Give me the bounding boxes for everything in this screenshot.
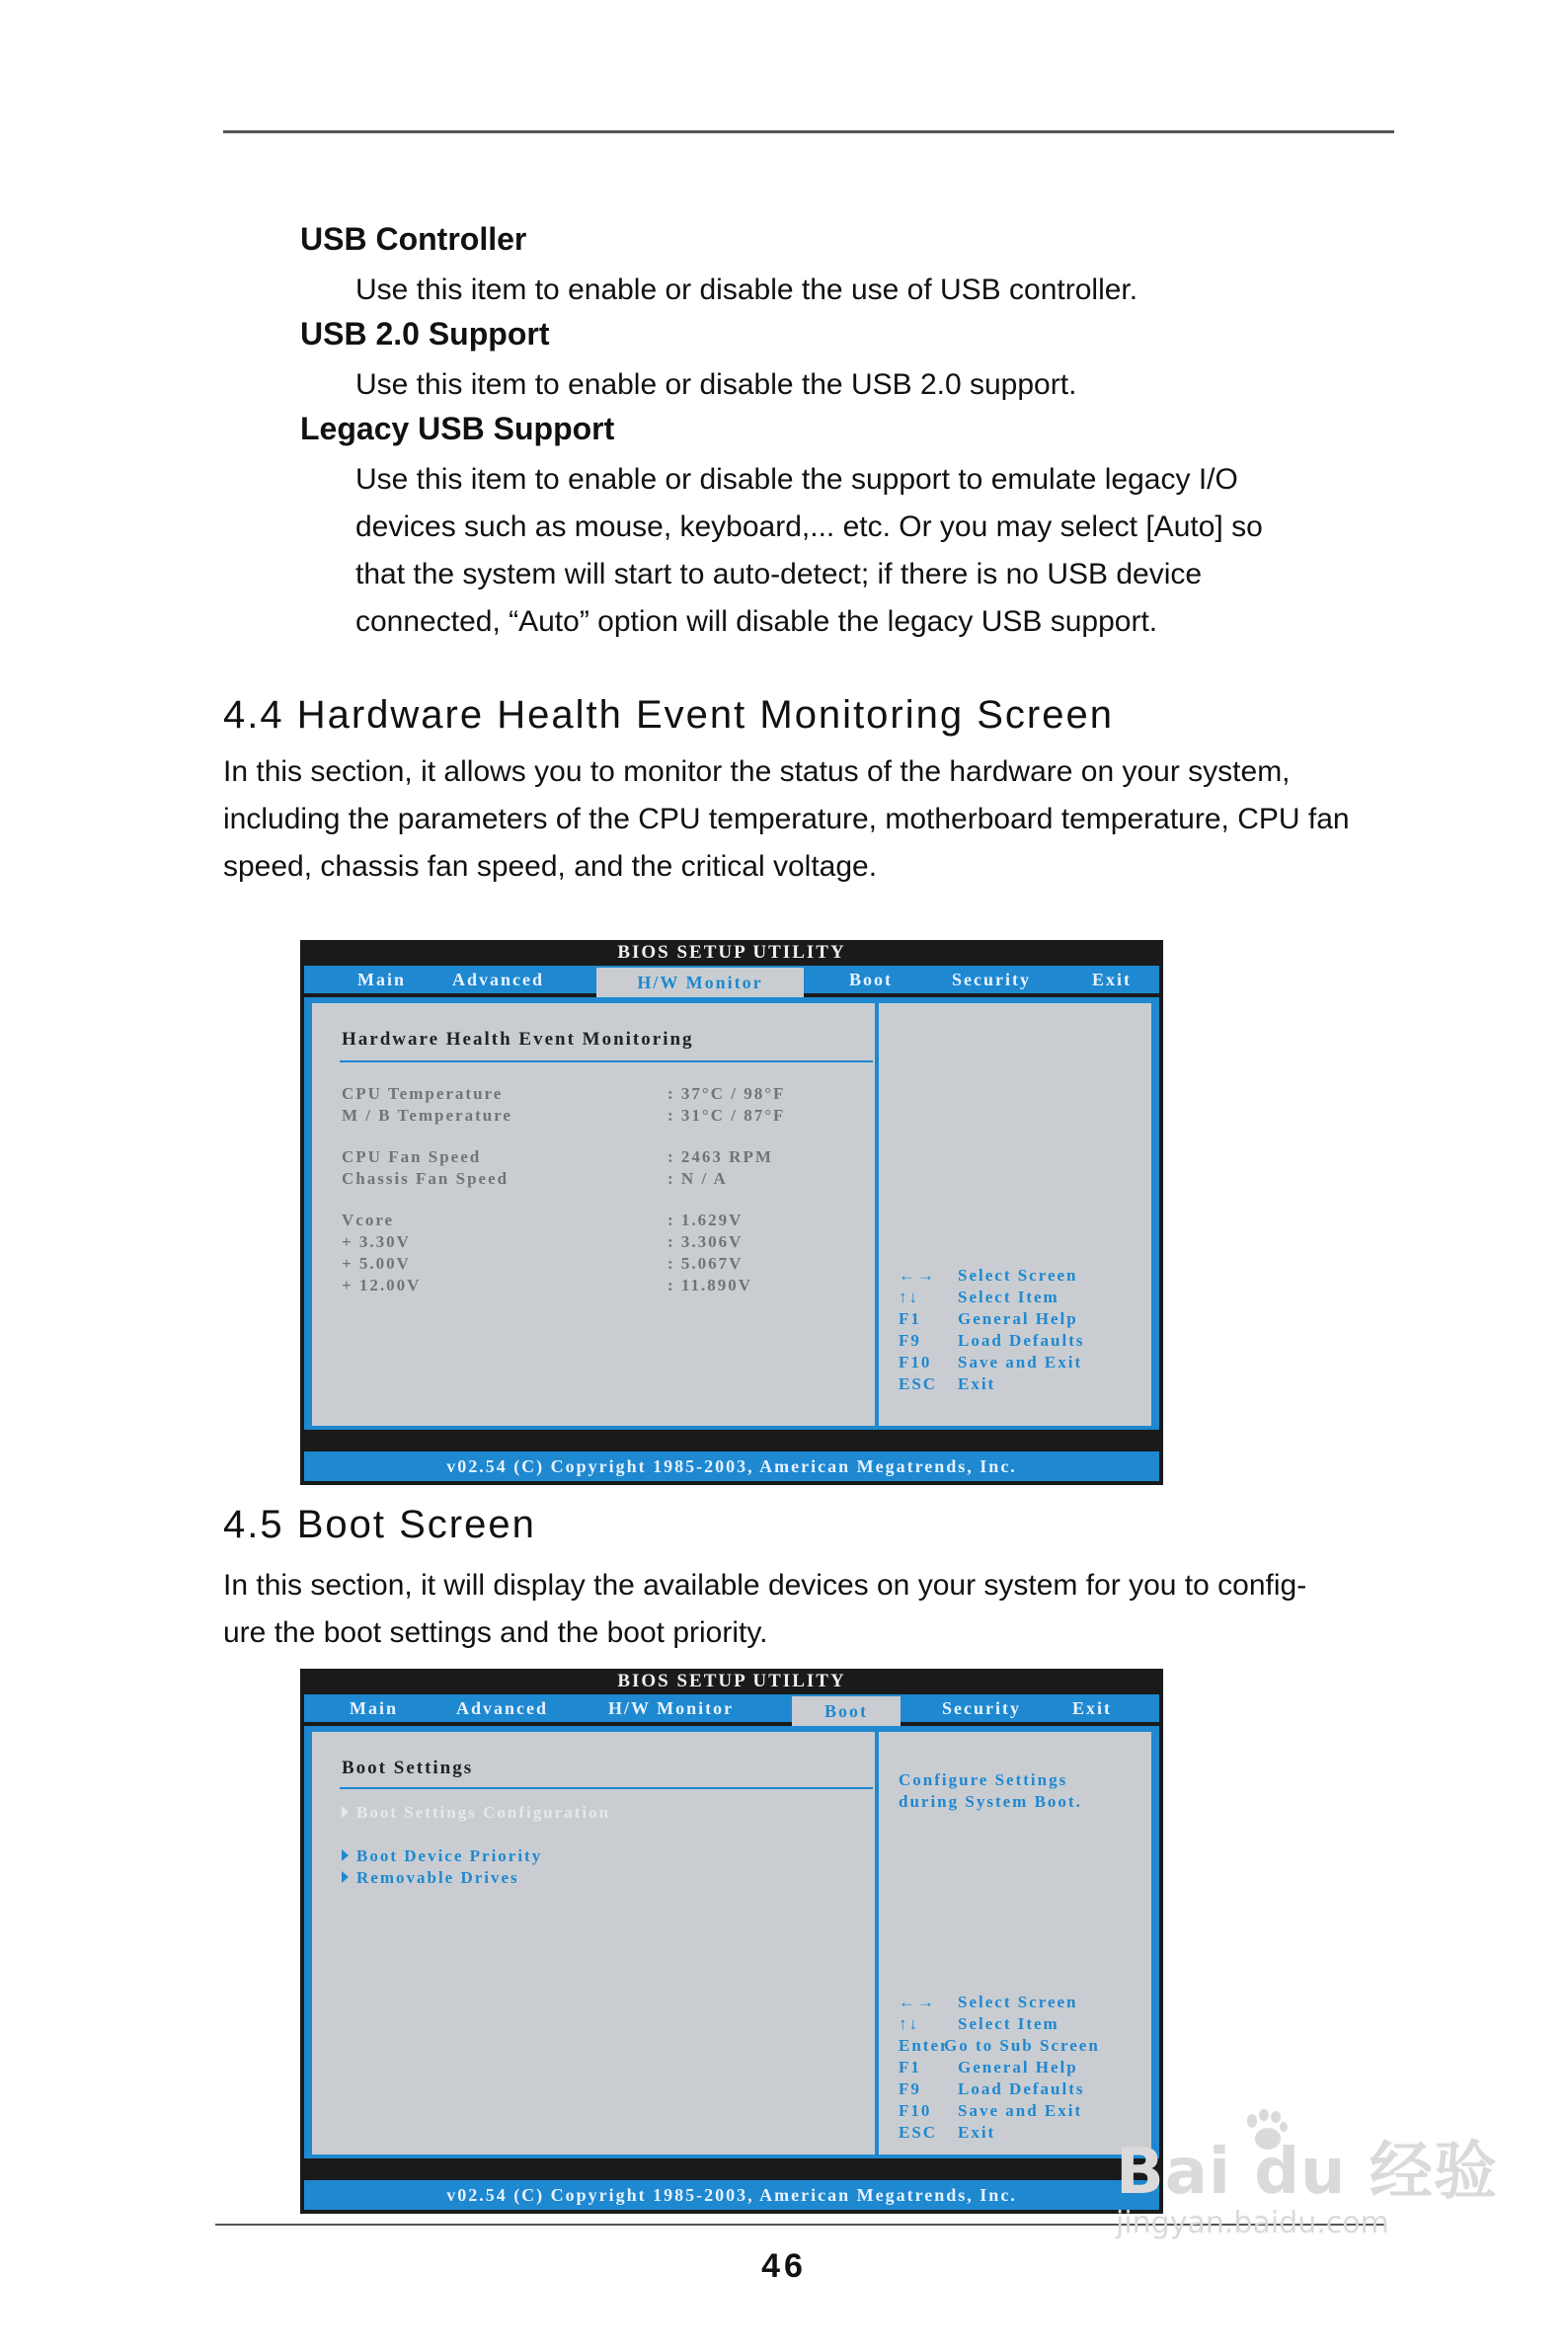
tab-main[interactable]: Main [357,970,407,989]
key-desc: Go to Sub Screen [944,2036,1100,2055]
v1200-label: + 12.00V [342,1276,422,1294]
page-number: 46 [761,2247,807,2285]
watermark-url: jingyan.baidu.com [1116,2206,1389,2240]
section-4-5-paragraph [223,1562,1398,1657]
key-desc: Select Item [958,2014,1059,2033]
key-f9: F9 [899,2079,921,2098]
key-left-right: ←→ [899,1993,936,2011]
section-4-5-heading: 4.5 Boot Screen [223,1503,536,1546]
v330-value: : 3.306V [667,1232,744,1251]
help-line: during System Boot. [899,1792,1082,1811]
tab-exit[interactable]: Exit [1072,1698,1113,1718]
tab-boot[interactable]: Boot [849,970,893,989]
cpu-fan-value: : 2463 RPM [667,1147,773,1166]
menu-label: Boot Settings Configuration [356,1803,611,1822]
menu-removable-drives[interactable] [342,1868,519,1888]
v1200-value: : 11.890V [667,1276,752,1294]
triangle-right-icon [342,1849,349,1861]
key-desc: General Help [958,1309,1078,1328]
paragraph-line: ure the boot settings and the boot priority. [223,1616,768,1649]
section-4-4-heading: 4.4 Hardware Health Event Monitoring Screen [223,693,1114,737]
mb-temp-label: M / B Temperature [342,1106,512,1125]
tab-exit[interactable]: Exit [1092,970,1133,989]
legacy-usb-title: Legacy USB Support [300,411,615,446]
panel-title: Boot Settings [342,1758,474,1778]
bios-body [304,1726,1159,2158]
key-left-right: ←→ [899,1266,936,1285]
menu-label: Removable Drives [356,1868,519,1887]
key-desc: Load Defaults [958,1331,1085,1350]
v500-value: : 5.067V [667,1254,744,1273]
key-esc: ESC [899,1374,938,1393]
help-text [899,1769,1145,1813]
key-desc: Exit [958,1374,996,1393]
tab-advanced[interactable]: Advanced [456,1698,549,1718]
bios-help-panel [879,1003,1151,1426]
bios-footer: v02.54 (C) Copyright 1985-2003, American Megatrends, Inc. [304,2180,1159,2210]
key-desc: Load Defaults [958,2079,1085,2098]
watermark-logo: Bai du 经验 [1116,2136,1498,2209]
menu-boot-settings-configuration[interactable] [342,1803,610,1823]
chassis-fan-label: Chassis Fan Speed [342,1169,510,1188]
bios-title: BIOS SETUP UTILITY [617,1671,846,1691]
key-f9: F9 [899,1331,921,1350]
cpu-temp-label: CPU Temperature [342,1084,504,1103]
tab-advanced[interactable]: Advanced [452,970,545,989]
bios-main-panel [312,1003,875,1426]
key-desc: Select Screen [958,1266,1078,1285]
key-f10: F10 [899,2101,932,2120]
legacy-usb-desc-line: Use this item to enable or disable the support to emulate legacy I/O [355,463,1238,496]
key-f1: F1 [899,1309,921,1328]
key-up-down: ↑↓ [899,2014,919,2033]
usb20-support-desc: Use this item to enable or disable the USB 2.0 support. [355,368,1077,401]
key-f1: F1 [899,2058,921,2076]
key-up-down: ↑↓ [899,1288,919,1306]
help-line: Configure Settings [899,1770,1068,1789]
legacy-usb-desc-line: that the system will start to auto-detect; if there is no USB device [355,558,1203,590]
bios-body [304,997,1159,1430]
panel-title: Hardware Health Event Monitoring [342,1029,694,1050]
bios-help-panel [879,1732,1151,2154]
bios-title: BIOS SETUP UTILITY [617,942,846,963]
chassis-fan-value: : N / A [667,1169,728,1188]
usb-controller-desc: Use this item to enable or disable the use of USB controller. [355,274,1138,306]
bios-footer: v02.54 (C) Copyright 1985-2003, American Megatrends, Inc. [304,1451,1159,1481]
baidu-watermark [1116,2121,1498,2240]
cpu-temp-value: : 37°C / 98°F [667,1084,786,1103]
key-desc: Select Screen [958,1993,1078,2011]
v330-label: + 3.30V [342,1232,411,1251]
paragraph-line: including the parameters of the CPU temperature, motherboard temperature, CPU fan [223,803,1350,835]
cpu-fan-label: CPU Fan Speed [342,1147,482,1166]
bios-hw-monitor-screen [300,940,1163,1485]
paragraph-line: In this section, it allows you to monitor the status of the hardware on your system, [223,755,1291,788]
tab-security[interactable]: Security [942,1698,1021,1718]
key-desc: Save and Exit [958,2101,1083,2120]
vcore-value: : 1.629V [667,1211,744,1229]
legacy-usb-desc-line: connected, “Auto” option will disable the legacy USB support. [355,605,1158,638]
triangle-right-icon [342,1871,349,1883]
paragraph-line: speed, chassis fan speed, and the critical voltage. [223,850,878,883]
key-enter: Enter [899,2036,950,2055]
menu-label: Boot Device Priority [356,1846,543,1865]
key-f10: F10 [899,1353,932,1371]
v500-label: + 5.00V [342,1254,411,1273]
key-desc: Save and Exit [958,1353,1083,1371]
section-4-4-paragraph [223,748,1398,891]
bios-boot-screen [300,1669,1163,2214]
bios-tab-bar [304,1694,1159,1722]
panel-title-underline [340,1060,873,1062]
key-desc: Exit [958,2123,996,2142]
tab-security[interactable]: Security [952,970,1031,989]
tab-main[interactable]: Main [350,1698,399,1718]
legacy-usb-desc-line: devices such as mouse, keyboard,... etc. Or you may select [Auto] so [355,510,1263,543]
vcore-label: Vcore [342,1211,395,1229]
triangle-right-icon [342,1806,349,1818]
usb20-support-title: USB 2.0 Support [300,316,550,352]
key-desc: Select Item [958,1288,1059,1306]
menu-boot-device-priority[interactable] [342,1846,542,1866]
panel-title-underline [340,1787,873,1789]
top-rule [223,130,1394,133]
key-desc: General Help [958,2058,1078,2076]
tab-hw-monitor[interactable]: H/W Monitor [596,968,804,997]
tab-hw-monitor[interactable]: H/W Monitor [608,1698,735,1718]
key-esc: ESC [899,2123,938,2142]
bios-tab-bar [304,966,1159,993]
bios-main-panel [312,1732,875,2154]
paragraph-line: In this section, it will display the available devices on your system for you to config- [223,1569,1307,1602]
legacy-usb-desc [355,456,1392,646]
usb-controller-title: USB Controller [300,221,527,257]
tab-boot[interactable]: Boot [792,1696,901,1726]
mb-temp-value: : 31°C / 87°F [667,1106,786,1125]
